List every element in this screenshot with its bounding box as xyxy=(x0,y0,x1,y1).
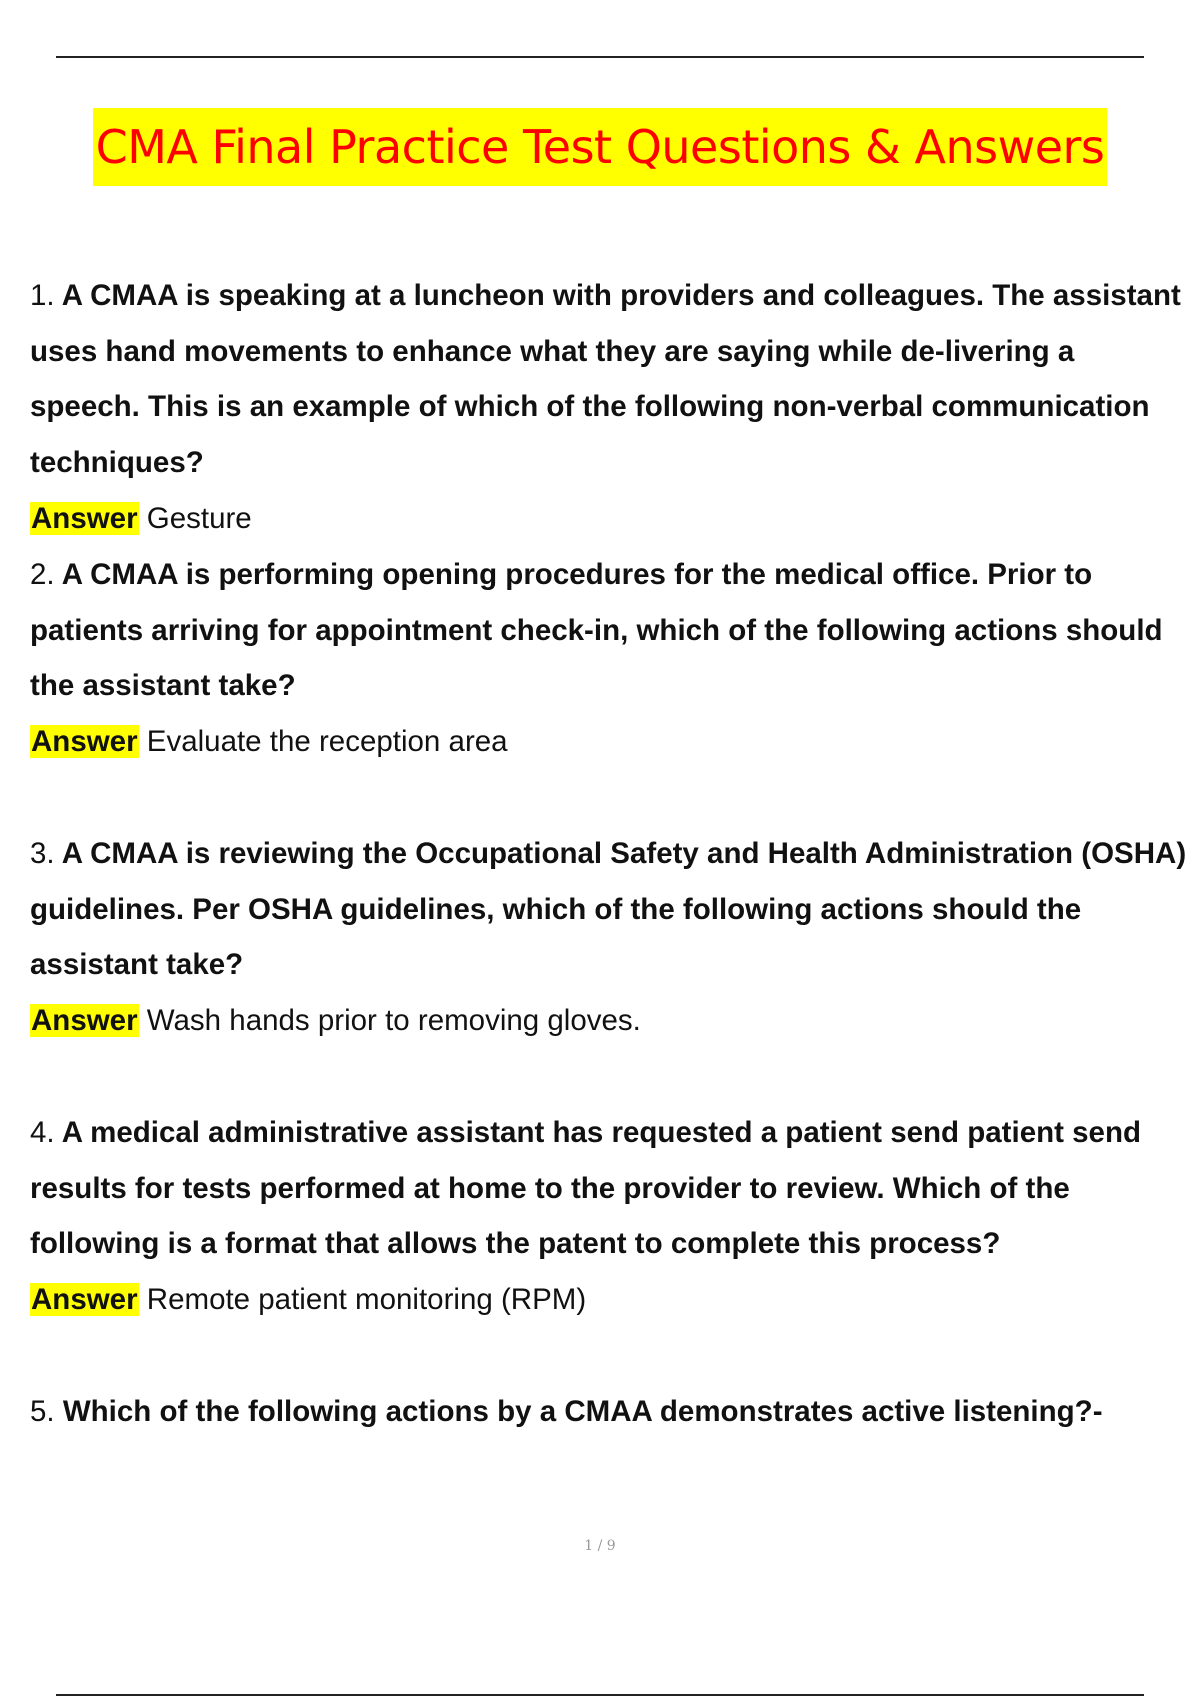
question-text: Which of the following actions by a CMAA demonstrates active listening?- xyxy=(62,1395,1103,1428)
question-text-block xyxy=(30,1105,1190,1272)
question-list xyxy=(30,268,1190,1663)
question-text: A CMAA is reviewing the Occupational Safety and Health Administration (OSHA) guidelines. Per OSHA guidelines, which of the following actions should the assistant take? xyxy=(30,837,1187,982)
question-text: A medical administrative assistant has requested a patient send patient send results for tests performed at home to the provider to review. Which of the following is a format that allows the patent to complete this process? xyxy=(30,1116,1141,1261)
question-text-block xyxy=(30,826,1190,993)
question-text-block xyxy=(30,1384,1190,1440)
question-text: A CMAA is speaking at a luncheon with providers and colleagues. The assistant uses hand movements to enhance what they are saying while de-livering a speech. This is an example of which of the following non-verbal communication techniques? xyxy=(30,279,1181,480)
question-item xyxy=(30,826,1190,1105)
question-item xyxy=(30,1384,1190,1663)
question-number: 5. xyxy=(30,1395,55,1428)
document-title: CMA Final Practice Test Questions & Answers xyxy=(93,108,1108,186)
question-item xyxy=(30,268,1190,547)
page-indicator: 1 / 9 xyxy=(584,1538,616,1554)
answer-text: Evaluate the reception area xyxy=(146,725,508,759)
question-number: 2. xyxy=(30,558,55,591)
question-item xyxy=(30,547,1190,826)
answer-row xyxy=(30,1272,1190,1328)
question-number: 1. xyxy=(30,279,55,312)
answer-row xyxy=(30,491,1190,547)
answer-label: Answer xyxy=(31,1283,138,1317)
answer-text: Gesture xyxy=(146,501,252,535)
question-number: 4. xyxy=(30,1116,55,1149)
title-container xyxy=(0,108,1200,186)
answer-label: Answer xyxy=(31,501,138,535)
question-text: A CMAA is performing opening procedures for the medical office. Prior to patients arriving for appointment check-in, which of the following actions should the assistant take? xyxy=(30,558,1163,703)
answer-row xyxy=(30,714,1190,770)
question-text-block xyxy=(30,547,1190,714)
bottom-divider xyxy=(56,1694,1144,1696)
answer-row xyxy=(30,993,1190,1049)
top-divider xyxy=(56,56,1144,58)
answer-label: Answer xyxy=(31,1004,138,1038)
question-number: 3. xyxy=(30,837,55,870)
answer-label: Answer xyxy=(31,725,138,759)
answer-text: Wash hands prior to removing gloves. xyxy=(146,1004,641,1038)
question-text-block xyxy=(30,268,1190,491)
question-item xyxy=(30,1105,1190,1384)
answer-text: Remote patient monitoring (RPM) xyxy=(146,1283,587,1317)
